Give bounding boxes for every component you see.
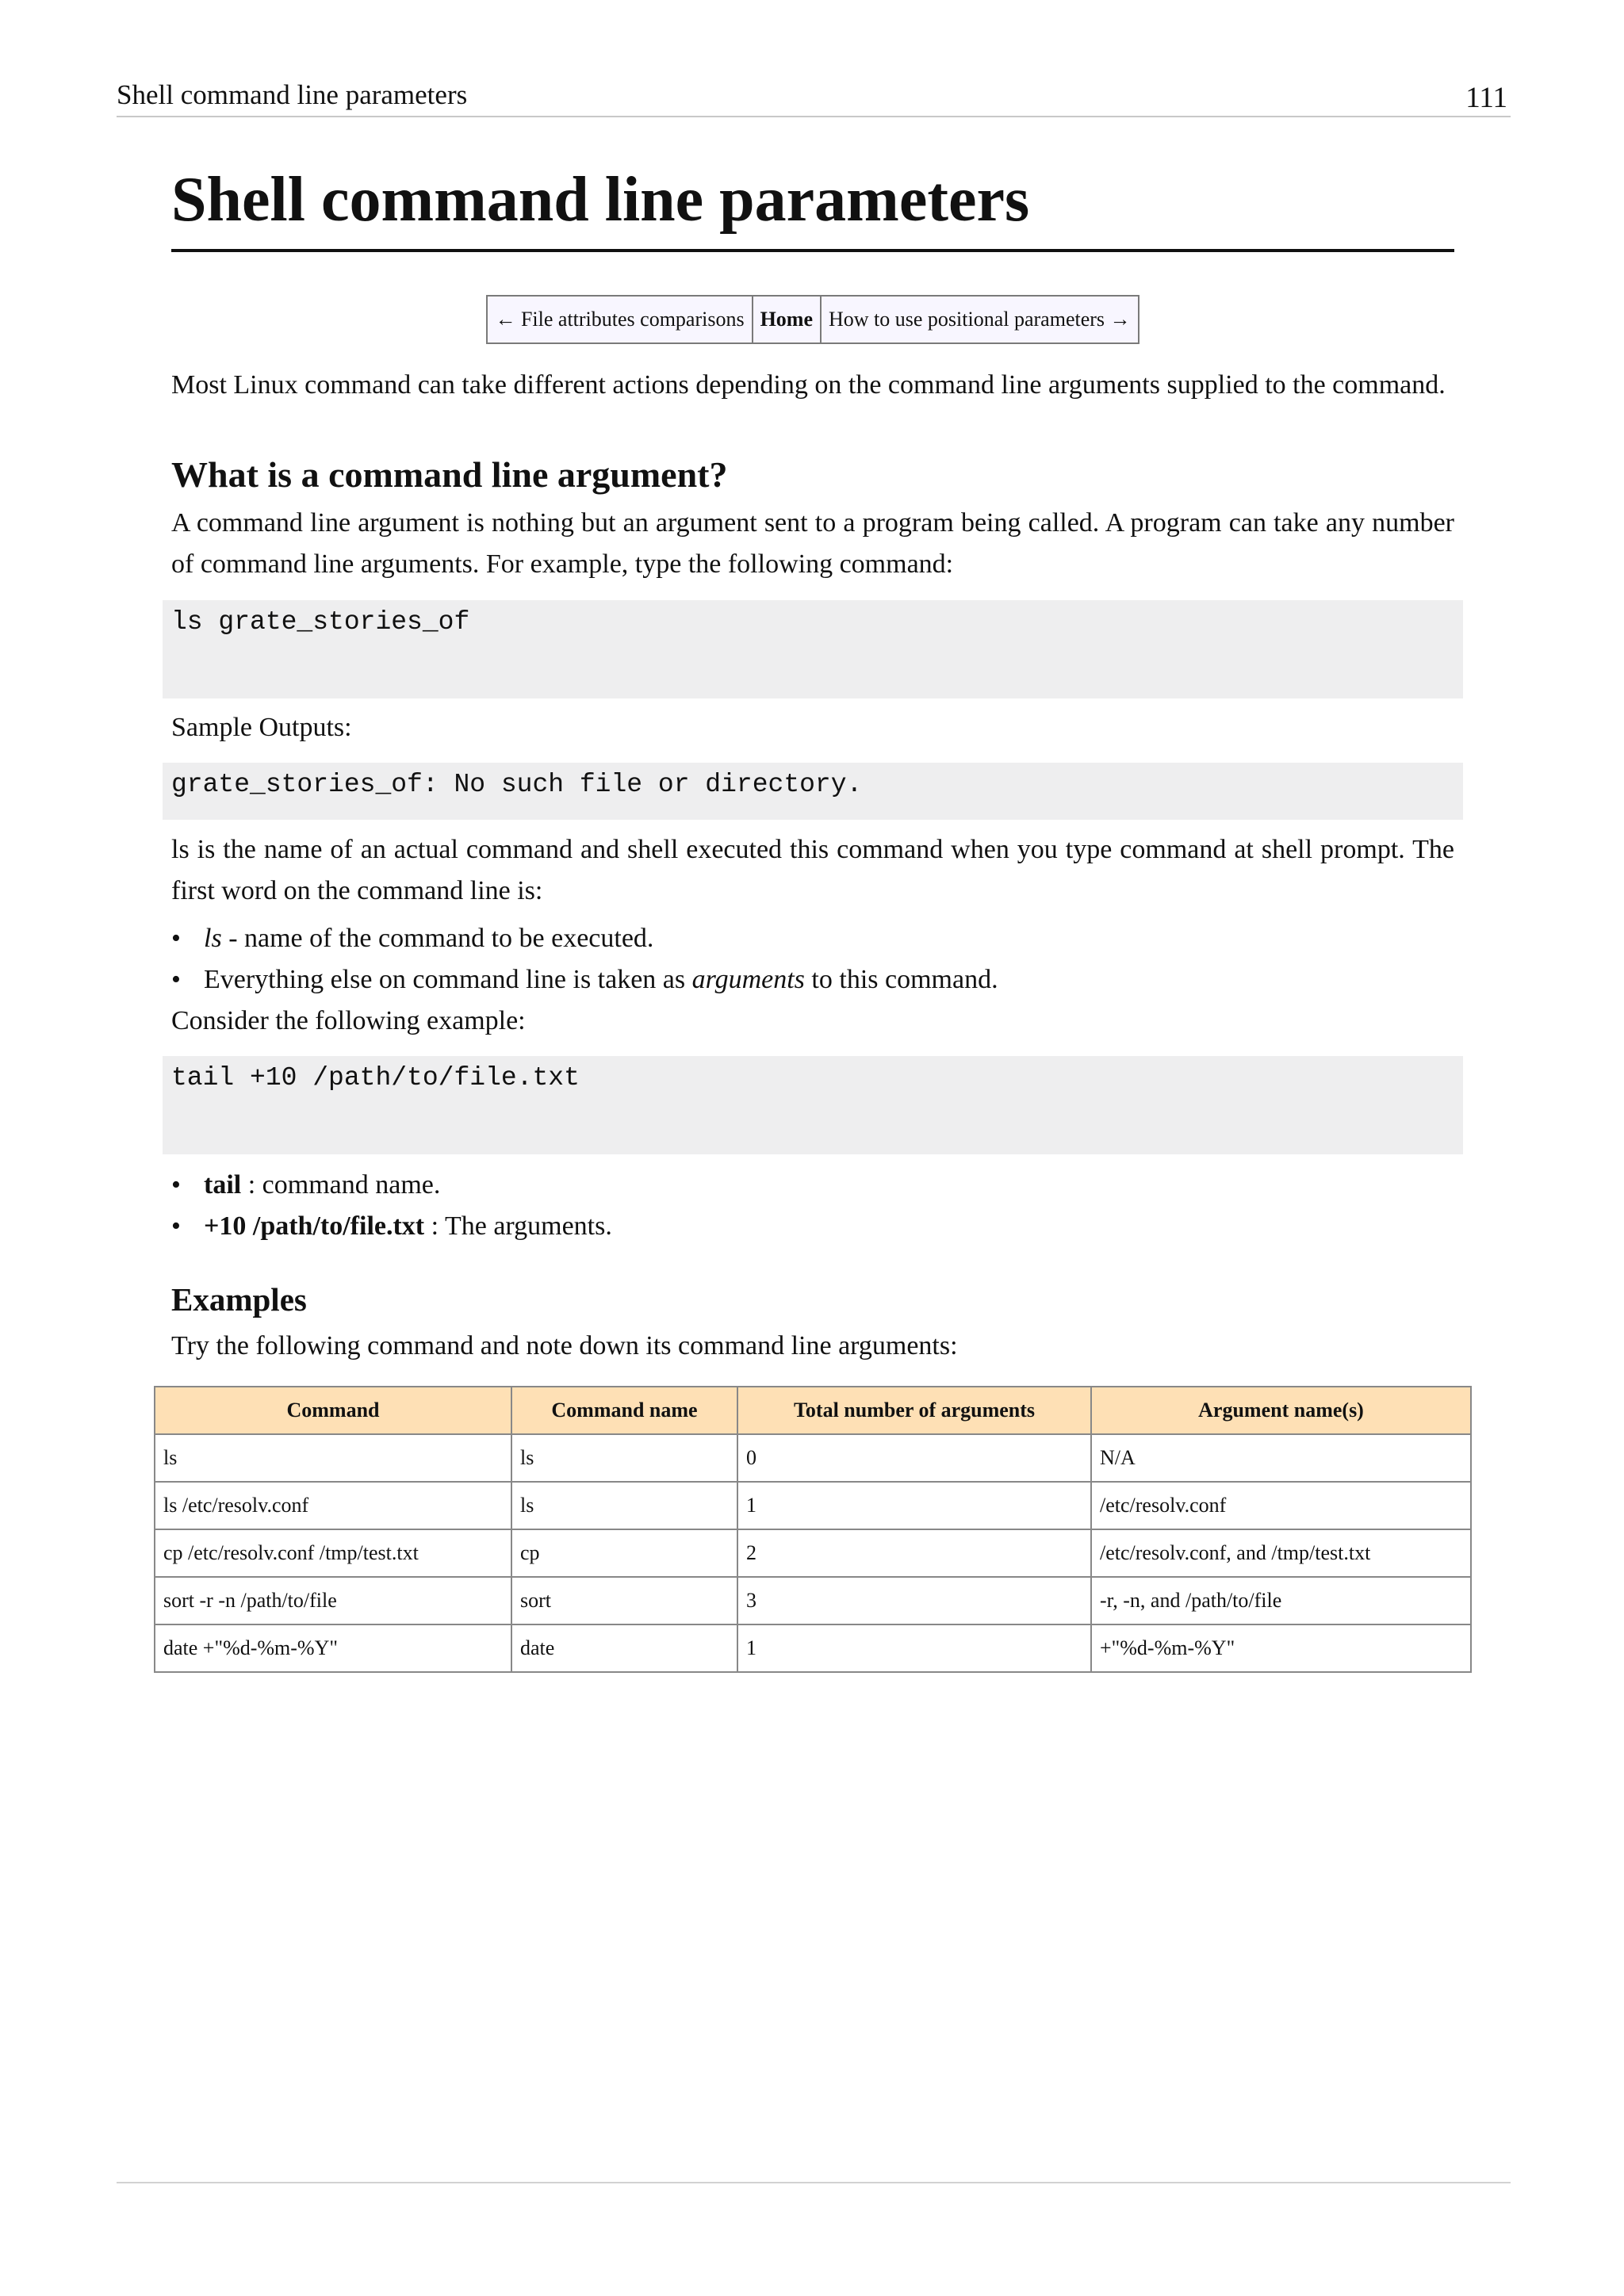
table-cell: 3: [737, 1577, 1091, 1624]
table-cell: ls: [511, 1434, 737, 1482]
list-item: [171, 918, 1454, 959]
list-item: [171, 959, 1454, 1001]
navigation-table: [486, 295, 1139, 344]
list-item-bold: +10 /path/to/file.txt: [204, 1211, 425, 1241]
list-item-text: : The arguments.: [424, 1211, 612, 1241]
running-header: [117, 76, 1511, 117]
list-item-emphasis: arguments: [691, 965, 805, 994]
table-row: [155, 1529, 1471, 1577]
table-cell: date: [511, 1624, 737, 1672]
table-cell: ls: [511, 1482, 737, 1529]
table-cell: cp /etc/resolv.conf /tmp/test.txt: [155, 1529, 511, 1577]
table-cell: date +"%d-%m-%Y": [155, 1624, 511, 1672]
column-header-total-arguments: Total number of arguments: [737, 1387, 1091, 1434]
page-number: 111: [1465, 82, 1507, 114]
article-content: [163, 159, 1454, 1673]
table-row: [155, 1577, 1471, 1624]
table-cell: -r, -n, and /path/to/file: [1091, 1577, 1471, 1624]
table-header-row: [155, 1387, 1471, 1434]
table-cell: /etc/resolv.conf, and /tmp/test.txt: [1091, 1529, 1471, 1577]
table-cell: /etc/resolv.conf: [1091, 1482, 1471, 1529]
navigation-bar: [171, 295, 1454, 344]
list-item: [171, 1165, 1454, 1206]
column-header-command: Command: [155, 1387, 511, 1434]
list-item-text: Everything else on command line is taken as: [204, 965, 692, 994]
page-title: Shell command line parameters: [171, 159, 1454, 252]
section-heading-command-line-argument: What is a command line argument?: [171, 454, 728, 495]
table-cell: 2: [737, 1529, 1091, 1577]
table-cell: sort -r -n /path/to/file: [155, 1577, 511, 1624]
consider-example-label: Consider the following example:: [171, 1006, 526, 1035]
sample-outputs-label: Sample Outputs:: [171, 713, 352, 742]
column-header-command-name: Command name: [511, 1387, 737, 1434]
table-cell: ls: [155, 1434, 511, 1482]
ls-explanation-paragraph: ls is the name of an actual command and shell executed this command when you type command at shell prompt. The first word on the command line is:: [171, 835, 1454, 905]
table-cell: +"%d-%m-%Y": [1091, 1624, 1471, 1672]
column-header-argument-names: Argument name(s): [1091, 1387, 1471, 1434]
code-block-output: grate_stories_of: No such file or directory.: [163, 763, 1463, 820]
footer-divider: [117, 2182, 1511, 2183]
table-row: [155, 1624, 1471, 1672]
table-cell: N/A: [1091, 1434, 1471, 1482]
examples-intro-paragraph: Try the following command and note down its command line arguments:: [171, 1331, 958, 1360]
table-cell: 0: [737, 1434, 1091, 1482]
table-cell: 1: [737, 1624, 1091, 1672]
list-item-text: - name of the command to be executed.: [221, 924, 654, 953]
list-item: [171, 1206, 1454, 1247]
first-word-list: [171, 918, 1454, 1001]
running-header-title: Shell command line parameters: [117, 79, 468, 110]
list-item-bold: tail: [204, 1170, 242, 1200]
nav-prev-link[interactable]: ← File attributes comparisons: [487, 296, 752, 343]
table-cell: cp: [511, 1529, 737, 1577]
argument-definition-paragraph: A command line argument is nothing but an argument sent to a program being called. A program can take any number of command line arguments. For example, type the following command:: [171, 508, 1454, 579]
table-row: [155, 1482, 1471, 1529]
table-cell: sort: [511, 1577, 737, 1624]
list-item-emphasis: ls: [204, 924, 222, 953]
examples-table: [154, 1386, 1472, 1673]
nav-next-link[interactable]: How to use positional parameters →: [821, 296, 1139, 343]
code-block-ls: ls grate_stories_of: [163, 600, 1463, 698]
code-block-tail: tail +10 /path/to/file.txt: [163, 1056, 1463, 1154]
intro-paragraph: Most Linux command can take different actions depending on the command line arguments supplied to the command.: [171, 370, 1446, 400]
table-cell: ls /etc/resolv.conf: [155, 1482, 511, 1529]
list-item-text: to this command.: [804, 965, 998, 994]
table-row: [155, 1434, 1471, 1482]
list-item-text: : command name.: [241, 1170, 441, 1200]
tail-explanation-list: [171, 1165, 1454, 1247]
table-cell: 1: [737, 1482, 1091, 1529]
nav-home-link[interactable]: Home: [753, 296, 821, 343]
section-heading-examples: Examples: [171, 1281, 307, 1318]
